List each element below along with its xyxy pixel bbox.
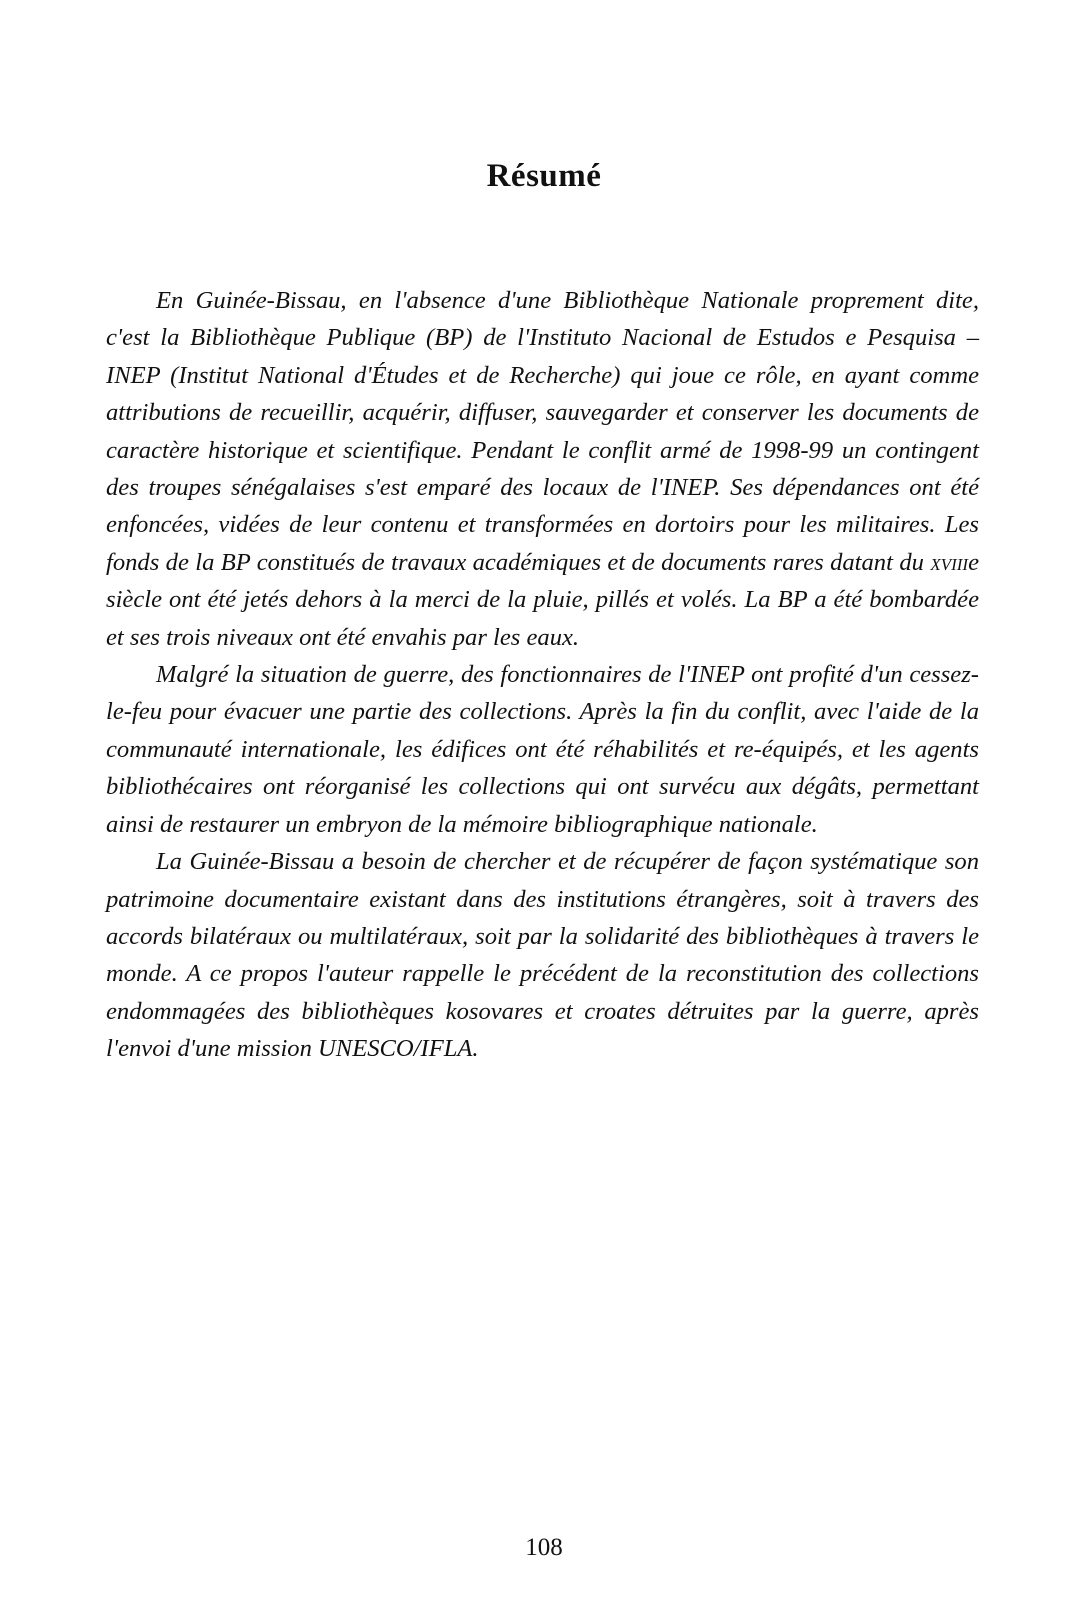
- resume-body: [106, 282, 979, 1068]
- page-title: Résumé: [486, 158, 602, 194]
- paragraph-1: [106, 282, 979, 656]
- page-number: 108: [525, 1534, 563, 1561]
- paragraph-3: La Guinée-Bissau a besoin de chercher et de récupérer de façon systématique son patrimoine documentaire existant dans des institutions étrangères, soit à travers des accords bilatéraux ou multilatéraux, soit par la solidarité des bibliothèques à travers le monde. A ce propos l'auteur rappelle le précédent de la reconstitution des collections endommagées des bibliothèques kosovares et croates détruites par la guerre, après l'envoi d'une mission UNESCO/IFLA.: [106, 848, 979, 1063]
- century-numeral: xviii: [930, 548, 969, 576]
- paragraph-2: Malgré la situation de guerre, des fonctionnaires de l'INEP ont profité d'un cessez-le-feu pour évacuer une partie des collections. Après la fin du conflit, avec l'aide de la communauté internationale, les édifices ont été réhabilités et re-équipés, et les agents bibliothécaires ont réorganisé les collections qui ont survécu aux dégâts, permettant ainsi de restaurer un embryon de la mémoire bibliographique nationale.: [106, 661, 979, 838]
- paragraph-1-text-end: e siècle ont été jetés dehors à la merci de la pluie, pillés et volés. La BP a été bombardée et ses trois niveaux ont été envahis par les eaux.: [106, 548, 979, 651]
- paragraph-1-text-start: En Guinée-Bissau, en l'absence d'une Bibliothèque Nationale proprement dite, c'est la Bibliothèque Publique (BP) de l'Instituto Nacional de Estudos e Pesquisa – INEP (Institut National d'Études et de Recherche) qui joue ce rôle, en ayant comme attributions de recueillir, acquérir, diffuser, sauvegarder et conserver les documents de caractère historique et scientifique. Pendant le conflit armé de 1998-99 un contingent des troupes sénégalaises s'est emparé des locaux de l'INEP. Ses dépendances ont été enfoncées, vidées de leur contenu et transformées en dortoirs pour les militaires. Les fonds de la BP constitués de travaux académiques et de documents rares datant du: [106, 287, 979, 576]
